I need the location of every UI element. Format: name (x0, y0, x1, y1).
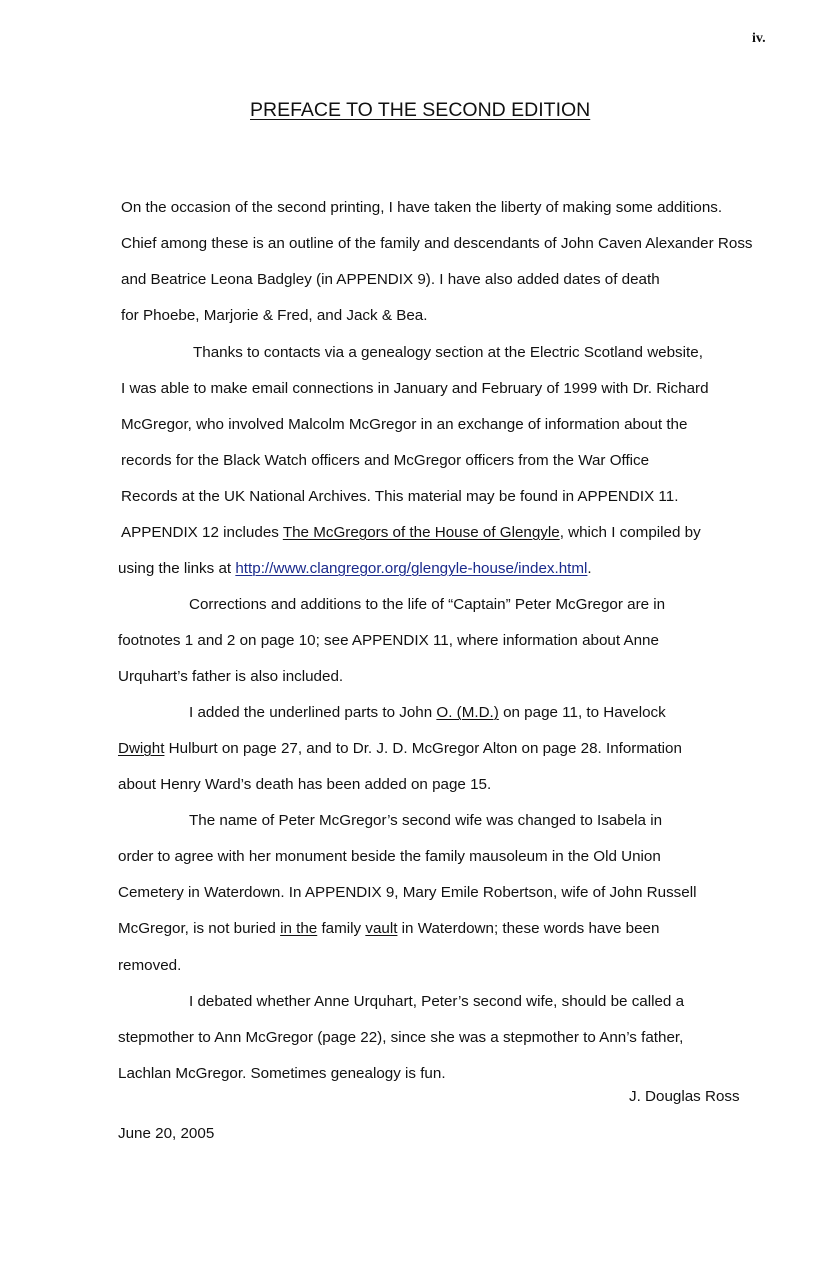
text-line (118, 919, 659, 939)
text-line: records for the Black Watch officers and McGregor officers from the War Office (121, 452, 650, 469)
text-segment: McGregor, is not buried (118, 920, 281, 937)
underlined-text: Dwight (118, 740, 165, 757)
text-line: footnotes 1 and 2 on page 10; see APPENDIX 11, where information about Anne (118, 632, 659, 649)
text-line: Chief among these is an outline of the family and descendants of John Caven Alexander Ross (121, 235, 753, 252)
author-signature: J. Douglas Ross (629, 1088, 740, 1105)
text-line: Cemetery in Waterdown. In APPENDIX 9, Mary Emile Robertson, wife of John Russell (118, 884, 697, 901)
text-line: McGregor, who involved Malcolm McGregor in an exchange of information about the (121, 416, 688, 433)
date-line: June 20, 2005 (118, 1125, 215, 1142)
page-title: PREFACE TO THE SECOND EDITION (250, 99, 591, 121)
text-line: I was able to make email connections in January and February of 1999 with Dr. Richard (121, 380, 709, 397)
text-line: Records at the UK National Archives. This material may be found in APPENDIX 11. (121, 488, 679, 505)
underlined-book-title: The McGregors of the House of Glengyle (282, 524, 560, 541)
text-line: removed. (118, 957, 182, 974)
text-segment: APPENDIX 12 includes (121, 524, 283, 541)
underlined-text: vault (365, 920, 398, 937)
text-line: and Beatrice Leona Badgley (in APPENDIX 9). I have also added dates of death (121, 271, 660, 288)
text-segment: . (587, 560, 592, 577)
text-line: for Phoebe, Marjorie & Fred, and Jack & Bea. (121, 307, 428, 324)
text-line: Urquhart’s father is also included. (118, 668, 344, 685)
text-segment: using the links at (118, 560, 236, 577)
underlined-text: O. (M.D.) (436, 704, 499, 721)
text-line: On the occasion of the second printing, I have taken the liberty of making some additions. (121, 199, 723, 216)
text-line: order to agree with her monument beside the family mausoleum in the Old Union (118, 848, 661, 865)
text-segment: I added the underlined parts to John (189, 704, 437, 721)
text-line (189, 703, 666, 723)
text-segment: family (317, 920, 366, 937)
text-line (121, 523, 701, 543)
glengyle-house-link[interactable]: http://www.clangregor.org/glengyle-house/index.html (235, 560, 588, 577)
text-segment: in Waterdown; these words have been (397, 920, 660, 937)
text-segment: Hulburt on page 27, and to Dr. J. D. McGregor Alton on page 28. Information (164, 740, 682, 757)
page-number: iv. (752, 31, 766, 46)
text-line: I debated whether Anne Urquhart, Peter’s second wife, should be called a (189, 993, 685, 1010)
text-line (118, 739, 682, 759)
text-line: Corrections and additions to the life of “Captain” Peter McGregor are in (189, 596, 666, 613)
text-line: Thanks to contacts via a genealogy section at the Electric Scotland website, (193, 344, 703, 361)
text-line: The name of Peter McGregor’s second wife was changed to Isabela in (189, 812, 663, 829)
text-line: Lachlan McGregor. Sometimes genealogy is fun. (118, 1065, 446, 1082)
text-line: stepmother to Ann McGregor (page 22), since she was a stepmother to Ann’s father, (118, 1029, 684, 1046)
text-segment: on page 11, to Havelock (498, 704, 666, 721)
text-line: about Henry Ward’s death has been added on page 15. (118, 776, 492, 793)
underlined-text: in the (280, 920, 318, 937)
text-segment: , which I compiled by (559, 524, 701, 541)
text-line (118, 559, 592, 579)
